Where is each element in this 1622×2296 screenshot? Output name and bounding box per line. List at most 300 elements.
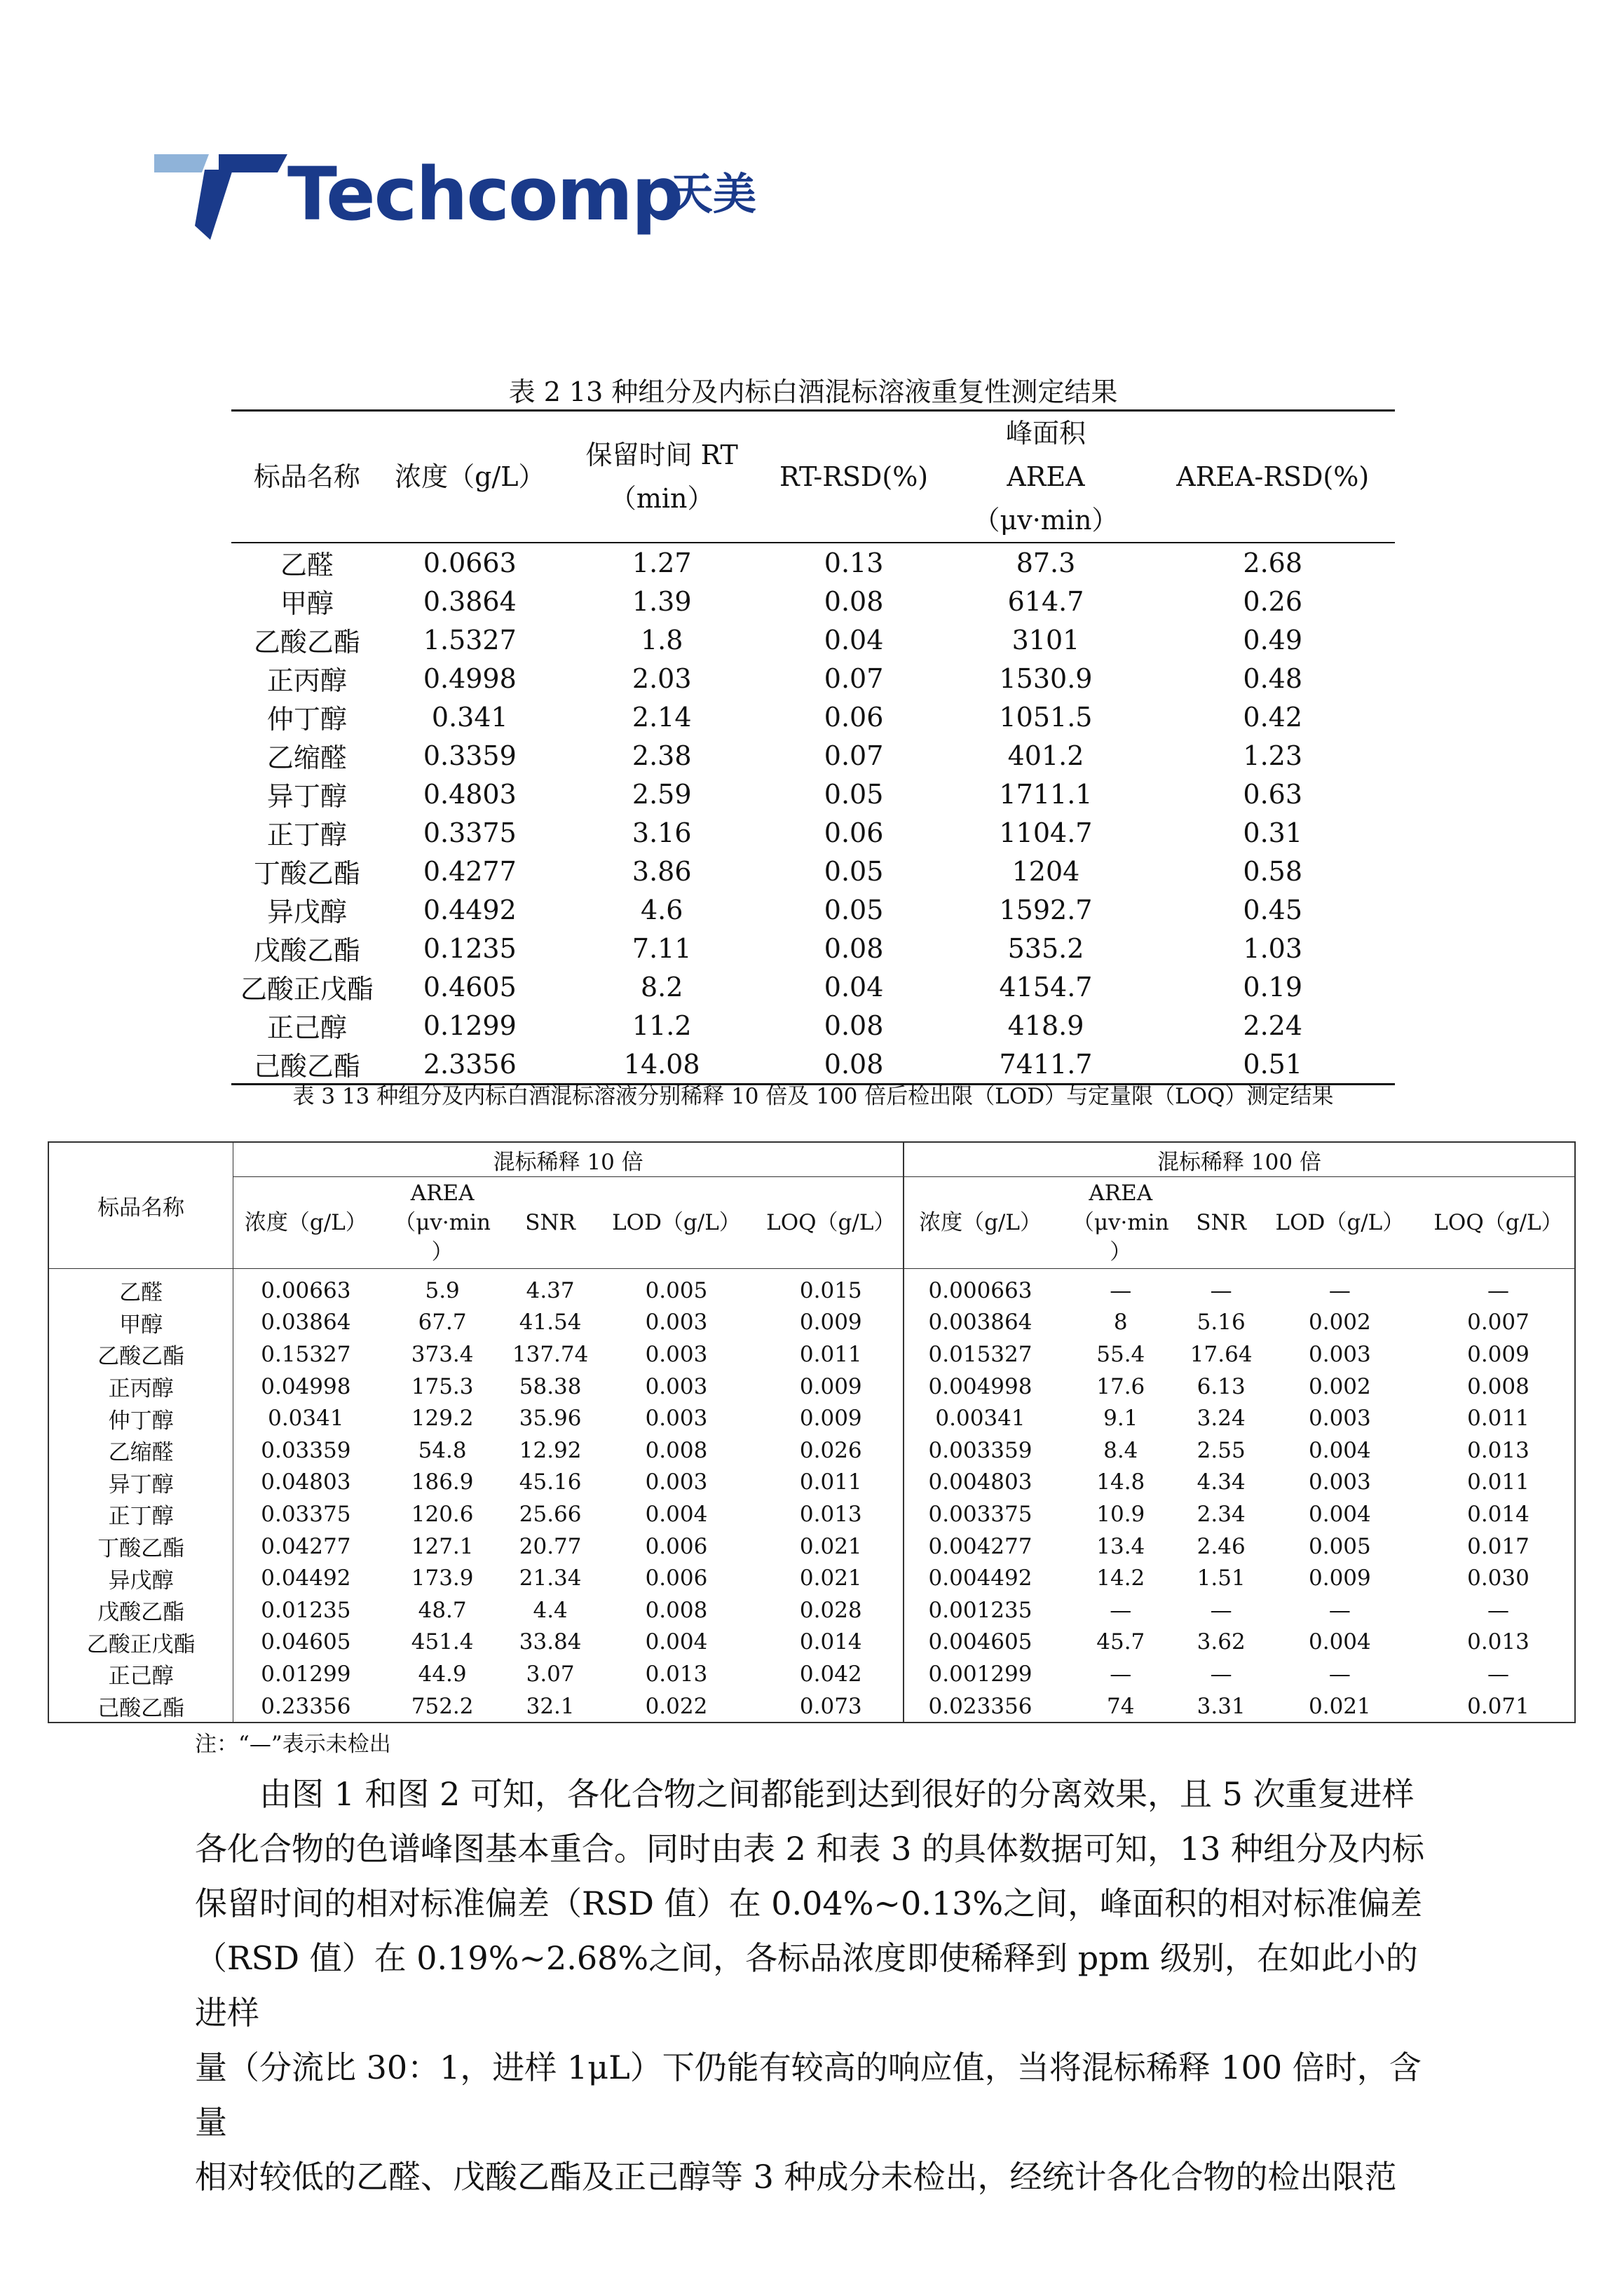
value-cell: 0.58: [1243, 855, 1302, 887]
value-cell: 0.013: [645, 1661, 708, 1687]
value-cell: 2.46: [1197, 1533, 1246, 1559]
value-cell: 41.54: [519, 1310, 582, 1336]
value-cell: 0.030: [1467, 1565, 1529, 1591]
table2-caption: 表 2 13 种组分及内标白酒混标溶液重复性测定结果: [508, 376, 1118, 407]
value-cell: 9.1: [1103, 1406, 1138, 1432]
value-cell: 0.004: [1309, 1501, 1371, 1527]
value-cell: 0.45: [1243, 894, 1302, 925]
value-cell: 0.04: [824, 971, 884, 1003]
table-row: [48, 1467, 1575, 1499]
value-cell: 0.341: [431, 701, 508, 733]
value-cell: 0.48: [1243, 663, 1302, 694]
value-cell: 0.49: [1243, 624, 1302, 655]
table2-header: 峰面积 AREA （μv·min）: [941, 411, 1151, 543]
value-cell: 4.6: [640, 894, 683, 925]
value-cell: 0.1299: [423, 1010, 517, 1041]
value-cell: 4.37: [526, 1277, 575, 1303]
table3-subheader-row: [48, 1177, 1575, 1269]
table3-subheader: AREA （μv·min ）: [378, 1177, 507, 1269]
table3-group-10x: 混标稀释 10 倍: [233, 1142, 904, 1177]
value-cell: 0.31: [1243, 817, 1302, 848]
value-cell: 32.1: [526, 1693, 575, 1719]
value-cell: —: [1328, 1597, 1351, 1623]
value-cell: 0.05: [824, 855, 884, 887]
value-cell: 2.34: [1197, 1501, 1246, 1527]
value-cell: 0.007: [1467, 1310, 1529, 1336]
value-cell: 2.59: [632, 778, 692, 810]
value-cell: 8.4: [1103, 1437, 1138, 1463]
value-cell: 186.9: [411, 1469, 474, 1495]
value-cell: 0.009: [759, 1307, 904, 1339]
table-note: 注：“—”表示未检出: [195, 1732, 391, 1757]
value-cell: 0.011: [759, 1338, 904, 1371]
value-cell: 0.4277: [423, 855, 517, 887]
lod-loq-table: [48, 1141, 1576, 1723]
compound-name-cell: 正丙醇: [48, 1371, 233, 1403]
table-row: [231, 620, 1395, 659]
repeatability-table: [231, 409, 1395, 1085]
value-cell: 4.4: [533, 1597, 568, 1623]
table-row: [231, 582, 1395, 620]
table3-subheader: LOD（g/L）: [594, 1177, 758, 1269]
table-row: [48, 1498, 1575, 1530]
value-cell: 0.013: [1467, 1629, 1529, 1655]
compound-name-cell: 甲醇: [280, 588, 334, 619]
value-cell: 0.19: [1243, 971, 1302, 1003]
value-cell: 0.3864: [423, 585, 517, 617]
table2-header: AREA-RSD(%): [1150, 411, 1395, 543]
value-cell: 0.002: [1309, 1373, 1371, 1399]
value-cell: 0.004803: [928, 1469, 1033, 1495]
compound-name-cell: 正丁醇: [48, 1498, 233, 1530]
value-cell: —: [1210, 1597, 1232, 1623]
value-cell: 1.51: [1197, 1565, 1246, 1591]
value-cell: 1.5327: [423, 624, 517, 655]
value-cell: —: [1487, 1661, 1509, 1687]
table3-subheader: SNR: [1185, 1177, 1258, 1269]
table-row: [48, 1371, 1575, 1403]
value-cell: 0.07: [824, 663, 884, 694]
value-cell: 0.003359: [928, 1437, 1033, 1463]
value-cell: 1204: [1011, 855, 1080, 887]
compound-name-cell: 异戊醇: [48, 1562, 233, 1594]
value-cell: —: [1328, 1661, 1351, 1687]
compound-name-cell: 乙酸正戊酯: [240, 974, 374, 1005]
value-cell: 0.003864: [928, 1310, 1033, 1336]
value-cell: 3.86: [632, 855, 692, 887]
value-cell: 0.008: [645, 1437, 708, 1463]
value-cell: 0.073: [759, 1690, 904, 1723]
value-cell: 6.13: [1197, 1373, 1246, 1399]
value-cell: 0.07: [824, 740, 884, 771]
value-cell: 373.4: [411, 1341, 474, 1367]
table2-header: RT-RSD(%): [767, 411, 941, 543]
value-cell: 0.005: [645, 1277, 708, 1303]
value-cell: 418.9: [1007, 1010, 1084, 1041]
value-cell: 0.06: [824, 817, 884, 848]
value-cell: —: [1328, 1277, 1351, 1303]
value-cell: 0.014: [1467, 1501, 1529, 1527]
table2-header: 浓度（g/L）: [383, 411, 557, 543]
value-cell: —: [1487, 1597, 1509, 1623]
value-cell: 1530.9: [999, 663, 1093, 694]
table2-header: 标品名称: [231, 411, 383, 543]
compound-name-cell: 乙醛: [48, 1269, 233, 1307]
compound-name-cell: 异丁醇: [48, 1467, 233, 1499]
value-cell: 0.006: [645, 1533, 708, 1559]
value-cell: 0.022: [645, 1693, 708, 1719]
value-cell: 0.03359: [261, 1437, 351, 1463]
value-cell: 175.3: [411, 1373, 474, 1399]
table2-header-row: [231, 411, 1395, 543]
value-cell: 0.021: [1309, 1693, 1371, 1719]
table-row: [48, 1530, 1575, 1563]
value-cell: 1104.7: [999, 817, 1093, 848]
value-cell: 401.2: [1007, 740, 1084, 771]
value-cell: 0.0663: [423, 547, 517, 578]
value-cell: 752.2: [411, 1693, 474, 1719]
value-cell: 535.2: [1007, 932, 1084, 964]
value-cell: 17.64: [1190, 1341, 1253, 1367]
value-cell: 0.63: [1243, 778, 1302, 810]
value-cell: 0.013: [1467, 1437, 1529, 1463]
value-cell: 45.16: [519, 1469, 582, 1495]
value-cell: 0.001299: [928, 1661, 1033, 1687]
value-cell: 13.4: [1096, 1533, 1145, 1559]
table-row: [48, 1626, 1575, 1659]
compound-name-cell: 正己醇: [48, 1658, 233, 1690]
value-cell: 0.08: [824, 1010, 884, 1041]
value-cell: 67.7: [418, 1310, 467, 1336]
value-cell: 45.7: [1096, 1629, 1145, 1655]
table-row: [231, 736, 1395, 775]
value-cell: 54.8: [418, 1437, 467, 1463]
compound-name-cell: 仲丁醇: [266, 704, 347, 735]
value-cell: 0.06: [824, 701, 884, 733]
value-cell: 0.03375: [261, 1501, 351, 1527]
compound-name-cell: 正丙醇: [266, 665, 347, 696]
table-row: [231, 1006, 1395, 1045]
value-cell: 5.16: [1197, 1310, 1246, 1336]
value-cell: 0.008: [645, 1597, 708, 1623]
value-cell: 0.3375: [423, 817, 517, 848]
value-cell: 0.08: [767, 1045, 941, 1085]
value-cell: 3.16: [632, 817, 692, 848]
value-cell: —: [1110, 1661, 1132, 1687]
compound-name-cell: 正丁醇: [266, 820, 347, 850]
value-cell: 1.23: [1243, 740, 1302, 771]
paragraph-line: 由图 1 和图 2 可知，各化合物之间都能到达到很好的分离效果，且 5 次重复进样: [259, 1775, 1415, 1813]
table-row: [231, 890, 1395, 929]
table-row: [231, 659, 1395, 698]
value-cell: 0.05: [824, 894, 884, 925]
value-cell: 0.011: [1467, 1406, 1529, 1432]
table3-subheader: 浓度（g/L）: [233, 1177, 379, 1269]
table3-row-header: 标品名称: [48, 1142, 233, 1269]
value-cell: 0.13: [824, 547, 884, 578]
value-cell: 58.38: [519, 1373, 582, 1399]
value-cell: 0.004: [645, 1629, 708, 1655]
value-cell: 1.03: [1243, 932, 1302, 964]
value-cell: 127.1: [411, 1533, 474, 1559]
value-cell: 0.009: [1467, 1341, 1529, 1367]
table-row: [48, 1594, 1575, 1626]
value-cell: 2.68: [1243, 547, 1302, 578]
value-cell: 8: [1113, 1310, 1128, 1336]
value-cell: 0.004998: [928, 1373, 1033, 1399]
value-cell: 137.74: [512, 1341, 589, 1367]
compound-name-cell: 丁酸乙酯: [253, 858, 360, 889]
value-cell: 1592.7: [999, 894, 1093, 925]
value-cell: 0.011: [759, 1467, 904, 1499]
value-cell: 0.04277: [261, 1533, 351, 1559]
value-cell: 614.7: [1007, 585, 1084, 617]
value-cell: 0.003375: [928, 1501, 1033, 1527]
value-cell: 0.4803: [423, 778, 517, 810]
value-cell: 0.4998: [423, 663, 517, 694]
value-cell: 0.003: [645, 1469, 708, 1495]
table-row: [48, 1269, 1575, 1307]
compound-name-cell: 甲醇: [48, 1307, 233, 1339]
value-cell: 3.62: [1197, 1629, 1246, 1655]
techcomp-t-mark-icon: [154, 149, 287, 240]
value-cell: 87.3: [1016, 547, 1076, 578]
value-cell: 1051.5: [999, 701, 1093, 733]
value-cell: 0.003: [1309, 1469, 1371, 1495]
value-cell: 0.009: [1309, 1565, 1371, 1591]
table3-subheader: AREA （μv·min ）: [1056, 1177, 1185, 1269]
value-cell: —: [1487, 1277, 1509, 1303]
value-cell: 25.66: [519, 1501, 582, 1527]
value-cell: 0.26: [1243, 585, 1302, 617]
value-cell: 129.2: [411, 1406, 474, 1432]
value-cell: 7411.7: [941, 1045, 1151, 1085]
paragraph-line: （RSD 值）在 0.19%~2.68%之间，各标品浓度即使稀释到 ppm 级别，在如此小的进样: [195, 1939, 1418, 2032]
value-cell: 0.04998: [261, 1373, 351, 1399]
value-cell: 4154.7: [999, 971, 1093, 1003]
body-paragraph: [195, 1767, 1429, 2204]
value-cell: 2.38: [632, 740, 692, 771]
value-cell: 12.92: [519, 1437, 582, 1463]
table-row: [231, 852, 1395, 890]
value-cell: 3.07: [526, 1661, 575, 1687]
value-cell: 0.04605: [261, 1629, 351, 1655]
compound-name-cell: 乙酸乙酯: [253, 627, 360, 658]
value-cell: 0.003: [645, 1341, 708, 1367]
value-cell: 20.77: [519, 1533, 582, 1559]
table3-subheader: LOQ（g/L）: [759, 1177, 904, 1269]
value-cell: 1.39: [632, 585, 692, 617]
table-row: [231, 543, 1395, 582]
compound-name-cell: 己酸乙酯: [48, 1690, 233, 1723]
value-cell: 17.6: [1096, 1373, 1145, 1399]
table-row: [48, 1434, 1575, 1467]
value-cell: 0.028: [759, 1594, 904, 1626]
table-row: [48, 1658, 1575, 1690]
techcomp-logo: [154, 149, 785, 240]
value-cell: 14.08: [557, 1045, 767, 1085]
value-cell: 0.05: [824, 778, 884, 810]
value-cell: 2.24: [1243, 1010, 1302, 1041]
table2-header: 保留时间 RT （min）: [557, 411, 767, 543]
value-cell: —: [1110, 1597, 1132, 1623]
value-cell: 0.042: [759, 1658, 904, 1690]
value-cell: 120.6: [411, 1501, 474, 1527]
value-cell: 2.3356: [383, 1045, 557, 1085]
compound-name-cell: 丁酸乙酯: [48, 1530, 233, 1563]
value-cell: 3.24: [1197, 1406, 1246, 1432]
value-cell: 0.004277: [928, 1533, 1033, 1559]
value-cell: 0.011: [1467, 1469, 1529, 1495]
value-cell: 10.9: [1096, 1501, 1145, 1527]
table-row: [231, 813, 1395, 852]
value-cell: —: [1210, 1277, 1232, 1303]
value-cell: 3101: [1011, 624, 1080, 655]
paragraph-line: 相对较低的乙醛、戊酸乙酯及正己醇等 3 种成分未检出，经统计各化合物的检出限范: [195, 2158, 1397, 2196]
value-cell: 0.004605: [928, 1629, 1033, 1655]
compound-name-cell: 乙缩醛: [48, 1434, 233, 1467]
value-cell: 0.026: [759, 1434, 904, 1467]
value-cell: 1.27: [632, 547, 692, 578]
compound-name-cell: 乙醛: [280, 550, 334, 580]
table2-body: [231, 543, 1395, 1085]
value-cell: 1.8: [640, 624, 683, 655]
table3-group-row: [48, 1142, 1575, 1177]
value-cell: 55.4: [1096, 1341, 1145, 1367]
value-cell: 2.55: [1197, 1437, 1246, 1463]
compound-name-cell: 异戊醇: [266, 897, 347, 928]
value-cell: 0.01299: [261, 1661, 351, 1687]
value-cell: 0.42: [1243, 701, 1302, 733]
value-cell: 0.004: [1309, 1437, 1371, 1463]
value-cell: 1711.1: [999, 778, 1093, 810]
value-cell: 0.003: [645, 1373, 708, 1399]
value-cell: 4.34: [1197, 1469, 1246, 1495]
table-row: [48, 1562, 1575, 1594]
value-cell: 0.009: [759, 1402, 904, 1434]
table3-body: [48, 1269, 1575, 1723]
paragraph-line: 量（分流比 30：1，进样 1μL）下仍能有较高的响应值，当将混标稀释 100 倍时，含量: [195, 2049, 1422, 2141]
value-cell: 0.1235: [423, 932, 517, 964]
value-cell: 0.015: [759, 1269, 904, 1307]
compound-name-cell: 乙酸乙酯: [48, 1338, 233, 1371]
table3-subheader: LOQ（g/L）: [1422, 1177, 1575, 1269]
table-row: [48, 1307, 1575, 1339]
value-cell: 0.51: [1150, 1045, 1395, 1085]
value-cell: 0.08: [824, 932, 884, 964]
value-cell: 0.04: [824, 624, 884, 655]
value-cell: 48.7: [418, 1597, 467, 1623]
value-cell: 173.9: [411, 1565, 474, 1591]
compound-name-cell: 异丁醇: [266, 781, 347, 812]
value-cell: 74: [1107, 1693, 1135, 1719]
table3-subheader: SNR: [507, 1177, 594, 1269]
value-cell: 21.34: [519, 1565, 582, 1591]
value-cell: 0.017: [1467, 1533, 1529, 1559]
value-cell: 0.04803: [261, 1469, 351, 1495]
value-cell: 0.15327: [261, 1341, 351, 1367]
value-cell: 0.0341: [268, 1406, 344, 1432]
value-cell: 0.003: [1309, 1406, 1371, 1432]
value-cell: 0.003: [645, 1310, 708, 1336]
value-cell: 8.2: [640, 971, 683, 1003]
value-cell: 0.4605: [423, 971, 517, 1003]
value-cell: 44.9: [418, 1661, 467, 1687]
table-row: [231, 967, 1395, 1006]
value-cell: 0.4492: [423, 894, 517, 925]
value-cell: 0.004: [645, 1501, 708, 1527]
value-cell: 0.001235: [928, 1597, 1033, 1623]
value-cell: 0.014: [759, 1626, 904, 1659]
value-cell: 0.013: [759, 1498, 904, 1530]
value-cell: 14.8: [1096, 1469, 1145, 1495]
value-cell: 0.003: [645, 1406, 708, 1432]
value-cell: 0.002: [1309, 1310, 1371, 1336]
value-cell: 0.01235: [261, 1597, 351, 1623]
value-cell: —: [1110, 1277, 1132, 1303]
value-cell: —: [1210, 1661, 1232, 1687]
compound-name-cell: 戊酸乙酯: [48, 1594, 233, 1626]
table-row: [48, 1402, 1575, 1434]
value-cell: 7.11: [632, 932, 692, 964]
value-cell: 0.03864: [261, 1310, 351, 1336]
value-cell: 0.00341: [935, 1406, 1025, 1432]
value-cell: 14.2: [1096, 1565, 1145, 1591]
compound-name-cell: 己酸乙酯: [231, 1045, 383, 1085]
table-row: [231, 698, 1395, 736]
value-cell: 0.005: [1309, 1533, 1371, 1559]
value-cell: 0.021: [759, 1562, 904, 1594]
value-cell: 2.14: [632, 701, 692, 733]
value-cell: 0.003: [1309, 1341, 1371, 1367]
value-cell: 0.023356: [928, 1693, 1033, 1719]
table3-subheader: LOD（g/L）: [1258, 1177, 1422, 1269]
value-cell: 33.84: [519, 1629, 582, 1655]
value-cell: 0.04492: [261, 1565, 351, 1591]
table3-subheader: 浓度（g/L）: [904, 1177, 1056, 1269]
value-cell: 0.015327: [928, 1341, 1033, 1367]
compound-name-cell: 正己醇: [266, 1012, 347, 1043]
table-row: [48, 1690, 1575, 1723]
value-cell: 0.004492: [928, 1565, 1033, 1591]
value-cell: 0.3359: [423, 740, 517, 771]
logo-chinese-text: 天美: [669, 168, 757, 219]
table-row: [231, 929, 1395, 967]
value-cell: 0.021: [759, 1530, 904, 1563]
logo-brand-text: Techcomp: [287, 151, 683, 237]
compound-name-cell: 乙缩醛: [266, 742, 347, 773]
value-cell: 0.00663: [261, 1277, 351, 1303]
value-cell: 2.03: [632, 663, 692, 694]
value-cell: 11.2: [632, 1010, 692, 1041]
value-cell: 451.4: [411, 1629, 474, 1655]
value-cell: 0.08: [824, 585, 884, 617]
value-cell: 0.000663: [928, 1277, 1033, 1303]
value-cell: 35.96: [519, 1406, 582, 1432]
table3-group-100x: 混标稀释 100 倍: [904, 1142, 1575, 1177]
compound-name-cell: 戊酸乙酯: [253, 935, 360, 966]
value-cell: 5.9: [425, 1277, 460, 1303]
value-cell: 0.071: [1467, 1693, 1529, 1719]
compound-name-cell: 仲丁醇: [48, 1402, 233, 1434]
value-cell: 3.31: [1197, 1693, 1246, 1719]
value-cell: 0.009: [759, 1371, 904, 1403]
table3-caption: 表 3 13 种组分及内标白酒混标溶液分别稀释 10 倍及 100 倍后检出限（LOD）与定量限（LOQ）测定结果: [292, 1084, 1334, 1109]
value-cell: 0.008: [1467, 1373, 1529, 1399]
compound-name-cell: 乙酸正戊酯: [48, 1626, 233, 1659]
value-cell: 0.004: [1309, 1629, 1371, 1655]
paragraph-line: 各化合物的色谱峰图基本重合。同时由表 2 和表 3 的具体数据可知，13 种组分及内标: [195, 1830, 1425, 1868]
